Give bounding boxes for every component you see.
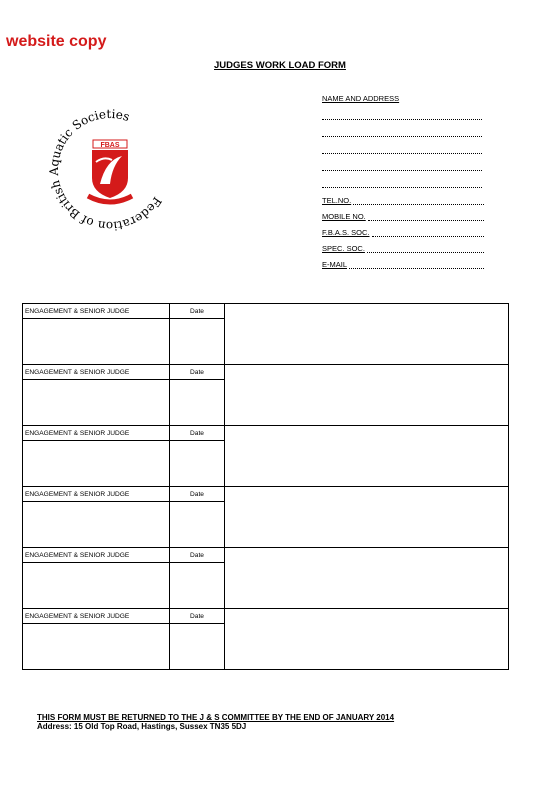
footer — [37, 713, 394, 731]
address-line[interactable] — [322, 125, 482, 137]
spec-society-label: SPEC. SOC. — [322, 244, 365, 253]
engagement-label: ENGAGEMENT & SENIOR JUDGE — [23, 426, 169, 441]
engagement-entry[interactable] — [23, 502, 169, 547]
engagement-entry[interactable] — [23, 319, 169, 364]
website-copy-watermark: website copy — [6, 33, 107, 50]
engagement-entry[interactable] — [23, 624, 169, 669]
details-entry[interactable] — [225, 487, 508, 547]
details-entry[interactable] — [225, 304, 508, 364]
date-entry[interactable] — [170, 502, 224, 547]
details-entry[interactable] — [225, 365, 508, 425]
svg-text:FBAS: FBAS — [100, 142, 120, 149]
engagement-label: ENGAGEMENT & SENIOR JUDGE — [23, 487, 169, 502]
details-entry[interactable] — [225, 548, 508, 608]
spec-society-field[interactable] — [322, 241, 484, 253]
engagement-row — [23, 487, 508, 548]
engagement-entry[interactable] — [23, 441, 169, 486]
engagement-row — [23, 426, 508, 487]
address-line[interactable] — [322, 108, 482, 120]
fbas-society-field[interactable] — [322, 225, 484, 237]
engagement-label: ENGAGEMENT & SENIOR JUDGE — [23, 365, 169, 380]
date-entry[interactable] — [170, 624, 224, 669]
date-label: Date — [170, 426, 224, 441]
date-label: Date — [170, 365, 224, 380]
details-entry[interactable] — [225, 609, 508, 669]
name-address-heading: NAME AND ADDRESS — [322, 94, 400, 103]
date-label: Date — [170, 304, 224, 319]
date-entry[interactable] — [170, 563, 224, 608]
email-label: E-MAIL — [322, 260, 348, 269]
engagement-label: ENGAGEMENT & SENIOR JUDGE — [23, 548, 169, 563]
return-address: Address: 15 Old Top Road, Hastings, Sussex TN35 5DJ — [37, 722, 247, 731]
svg-text:Federation of British Aquatic: Federation of British Aquatic Societies — [46, 106, 165, 234]
fbas-society-label: F.B.A.S. SOC. — [322, 228, 370, 237]
date-entry[interactable] — [170, 380, 224, 425]
address-line[interactable] — [322, 142, 482, 154]
engagement-row — [23, 365, 508, 426]
return-notice: THIS FORM MUST BE RETURNED TO THE J & S COMMITTEE BY THE END OF JANUARY 2014 — [37, 713, 395, 722]
engagement-label: ENGAGEMENT & SENIOR JUDGE — [23, 304, 169, 319]
date-label: Date — [170, 487, 224, 502]
engagement-entry[interactable] — [23, 380, 169, 425]
mobile-field[interactable] — [322, 209, 484, 221]
engagement-row — [23, 548, 508, 609]
date-label: Date — [170, 548, 224, 563]
engagement-entry[interactable] — [23, 563, 169, 608]
mobile-label: MOBILE NO. — [322, 212, 366, 221]
tel-field[interactable] — [322, 193, 484, 205]
address-line[interactable] — [322, 176, 482, 188]
details-entry[interactable] — [225, 426, 508, 486]
tel-label: TEL.NO. — [322, 196, 352, 205]
engagement-label: ENGAGEMENT & SENIOR JUDGE — [23, 609, 169, 624]
address-line[interactable] — [322, 159, 482, 171]
date-entry[interactable] — [170, 441, 224, 486]
email-field[interactable] — [322, 257, 484, 269]
engagements-table — [22, 303, 509, 670]
fbas-logo — [40, 100, 180, 240]
engagement-row — [23, 609, 508, 670]
date-entry[interactable] — [170, 319, 224, 364]
form-title: JUDGES WORK LOAD FORM — [214, 60, 346, 71]
date-label: Date — [170, 609, 224, 624]
contact-details — [322, 94, 484, 273]
engagement-row — [23, 304, 508, 365]
